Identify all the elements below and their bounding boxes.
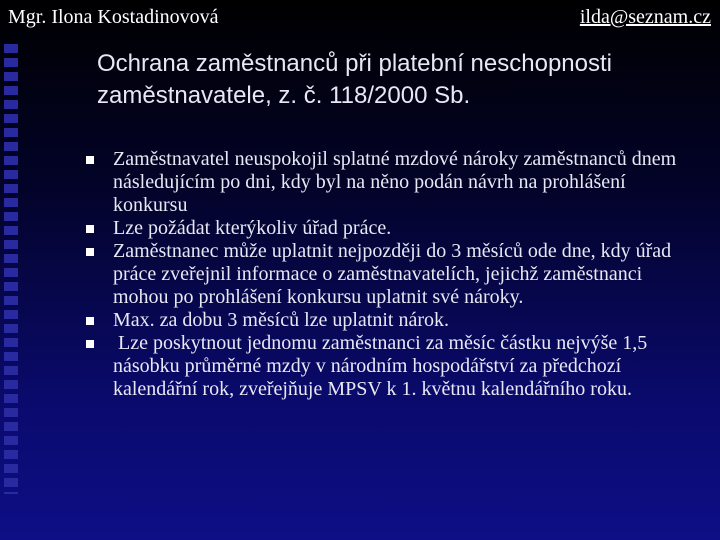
- bullet-text: Zaměstnavatel neuspokojil splatné mzdové nároky zaměstnanců dnem následujícím po dni, kdy byl na něno podán návrh na prohlášení konkursu: [113, 148, 682, 216]
- slide-title: Ochrana zaměstnanců při platební neschopnosti zaměstnavatele, z. č. 118/2000 Sb.: [97, 50, 612, 109]
- bullet-list: [86, 148, 701, 401]
- bullet-item: [86, 148, 701, 217]
- bullet-text: Zaměstnanec může uplatnit nejpozději do 3 měsíců ode dne, kdy úřad práce zveřejnil informace o zaměstnavatelích, jejichž zaměstnanci mohou po prohlášení konkursu uplatnit své nároky.: [113, 240, 677, 308]
- bullet-text: Lze poskytnout jednomu zaměstnanci za měsíc částku nejvýše 1,5 násobku průměrné mzdy v národním hospodářství za předchozí kalendářní rok, zveřejňuje MPSV k 1. květnu kalendářního roku.: [113, 332, 653, 400]
- bullet-item: [86, 309, 701, 332]
- bullet-item: [86, 332, 701, 401]
- square-bullet-icon: [86, 340, 94, 348]
- square-bullet-icon: [86, 248, 94, 256]
- bullet-item: [86, 217, 701, 240]
- bullet-item: [86, 240, 701, 309]
- square-bullet-icon: [86, 317, 94, 325]
- bullet-text: Lze požádat kterýkoliv úřad práce.: [113, 217, 392, 239]
- author-name: Mgr. Ilona Kostadinovová: [8, 6, 219, 28]
- decorative-side-strip: [4, 44, 18, 494]
- square-bullet-icon: [86, 225, 94, 233]
- bullet-text: Max. za dobu 3 měsíců lze uplatnit nárok.: [113, 309, 450, 331]
- square-bullet-icon: [86, 156, 94, 164]
- author-email-link[interactable]: ilda@seznam.cz: [579, 6, 711, 28]
